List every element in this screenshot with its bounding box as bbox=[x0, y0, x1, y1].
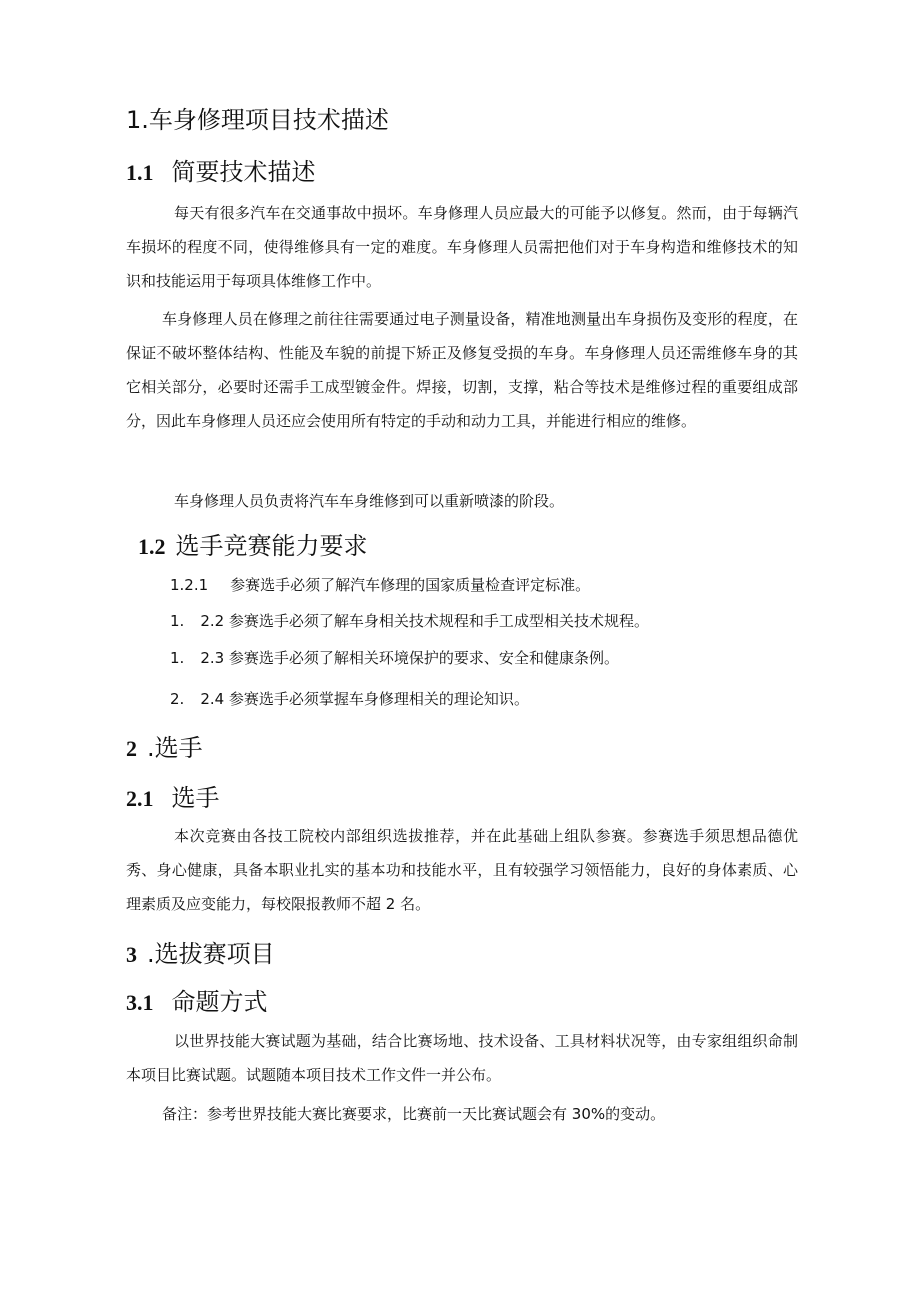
section-2-title: .选手 bbox=[147, 734, 203, 762]
section-1-2-number: 1.2 bbox=[138, 534, 166, 559]
section-3-1-title: 命题方式 bbox=[171, 988, 268, 1016]
section-1-heading bbox=[126, 104, 389, 136]
paragraph-1-1-b: 车身修理人员在修理之前往往需要通过电子测量设备，精准地测量出车身损伤及变形的程度，在保证不破坏整体结构、性能及车貌的前提下矫正及修复受损的车身。车身修理人员还需维修车身的其它相关部分，必要时还需手工成型镀金件。焊接，切割，支撑，粘合等技术是维修过程的重要组成部分，因此车身修理人员还应会使用所有特定的手动和动力工具，并能进行相应的维修。 bbox=[126, 310, 798, 430]
section-3-number: 3 bbox=[126, 942, 137, 967]
section-3-1-heading bbox=[126, 986, 268, 1019]
list-item bbox=[170, 688, 529, 710]
list-item-text: 2.3 参赛选手必须了解相关环境保护的要求、安全和健康条例。 bbox=[200, 649, 619, 667]
paragraph-2-1: 本次竞赛由各技工院校内部组织选拔推荐，并在此基础上组队参赛。参赛选手须思想品德优秀、身心健康，具备本职业扎实的基本功和技能水平，且有较强学习领悟能力，良好的身体素质、心理素质及应变能力，每校限报教师不超 2 名。 bbox=[126, 827, 798, 913]
list-item-label: 1. bbox=[170, 612, 185, 630]
list-item-text: 参赛选手必须了解汽车修理的国家质量检查评定标准。 bbox=[230, 576, 591, 594]
section-3-heading bbox=[126, 938, 275, 971]
section-1-1-heading bbox=[126, 156, 316, 189]
list-item-label: 1. bbox=[170, 649, 185, 667]
section-2-heading bbox=[126, 732, 203, 765]
section-1-title: 1.车身修理项目技术描述 bbox=[126, 106, 389, 134]
section-1-1-title: 简要技术描述 bbox=[171, 158, 316, 186]
list-item-label: 1.2.1 bbox=[170, 576, 209, 594]
list-item bbox=[170, 647, 619, 669]
paragraph-1-1-c: 车身修理人员负责将汽车车身维修到可以重新喷漆的阶段。 bbox=[174, 492, 565, 510]
section-1-2-heading bbox=[138, 530, 368, 563]
section-1-2-title: 选手竞赛能力要求 bbox=[175, 532, 368, 560]
list-item bbox=[170, 574, 590, 596]
section-3-1-number: 3.1 bbox=[126, 990, 154, 1015]
list-item bbox=[170, 610, 649, 632]
section-2-number: 2 bbox=[126, 736, 137, 761]
list-item-text: 2.2 参赛选手必须了解车身相关技术规程和手工成型相关技术规程。 bbox=[200, 612, 649, 630]
section-3-title: .选拔赛项目 bbox=[147, 940, 275, 968]
section-1-1-number: 1.1 bbox=[126, 160, 154, 185]
paragraph-3-1-a: 以世界技能大赛试题为基础，结合比赛场地、技术设备、工具材料状况等，由专家组组织命制本项目比赛试题。试题随本项目技术工作文件一并公布。 bbox=[126, 1032, 798, 1084]
list-item-text: 2.4 参赛选手必须掌握车身修理相关的理论知识。 bbox=[200, 690, 529, 708]
section-2-1-title: 选手 bbox=[171, 784, 220, 812]
list-item-label: 2. bbox=[170, 690, 185, 708]
paragraph-3-1-b: 备注：参考世界技能大赛比赛要求，比赛前一天比赛试题会有 30%的变动。 bbox=[162, 1105, 666, 1123]
section-2-1-heading bbox=[126, 782, 220, 815]
section-2-1-number: 2.1 bbox=[126, 786, 154, 811]
paragraph-1-1-a: 每天有很多汽车在交通事故中损坏。车身修理人员应最大的可能予以修复。然而，由于每辆汽车损坏的程度不同，使得维修具有一定的难度。车身修理人员需把他们对于车身构造和维修技术的知识和技能运用于每项具体维修工作中。 bbox=[126, 204, 798, 290]
